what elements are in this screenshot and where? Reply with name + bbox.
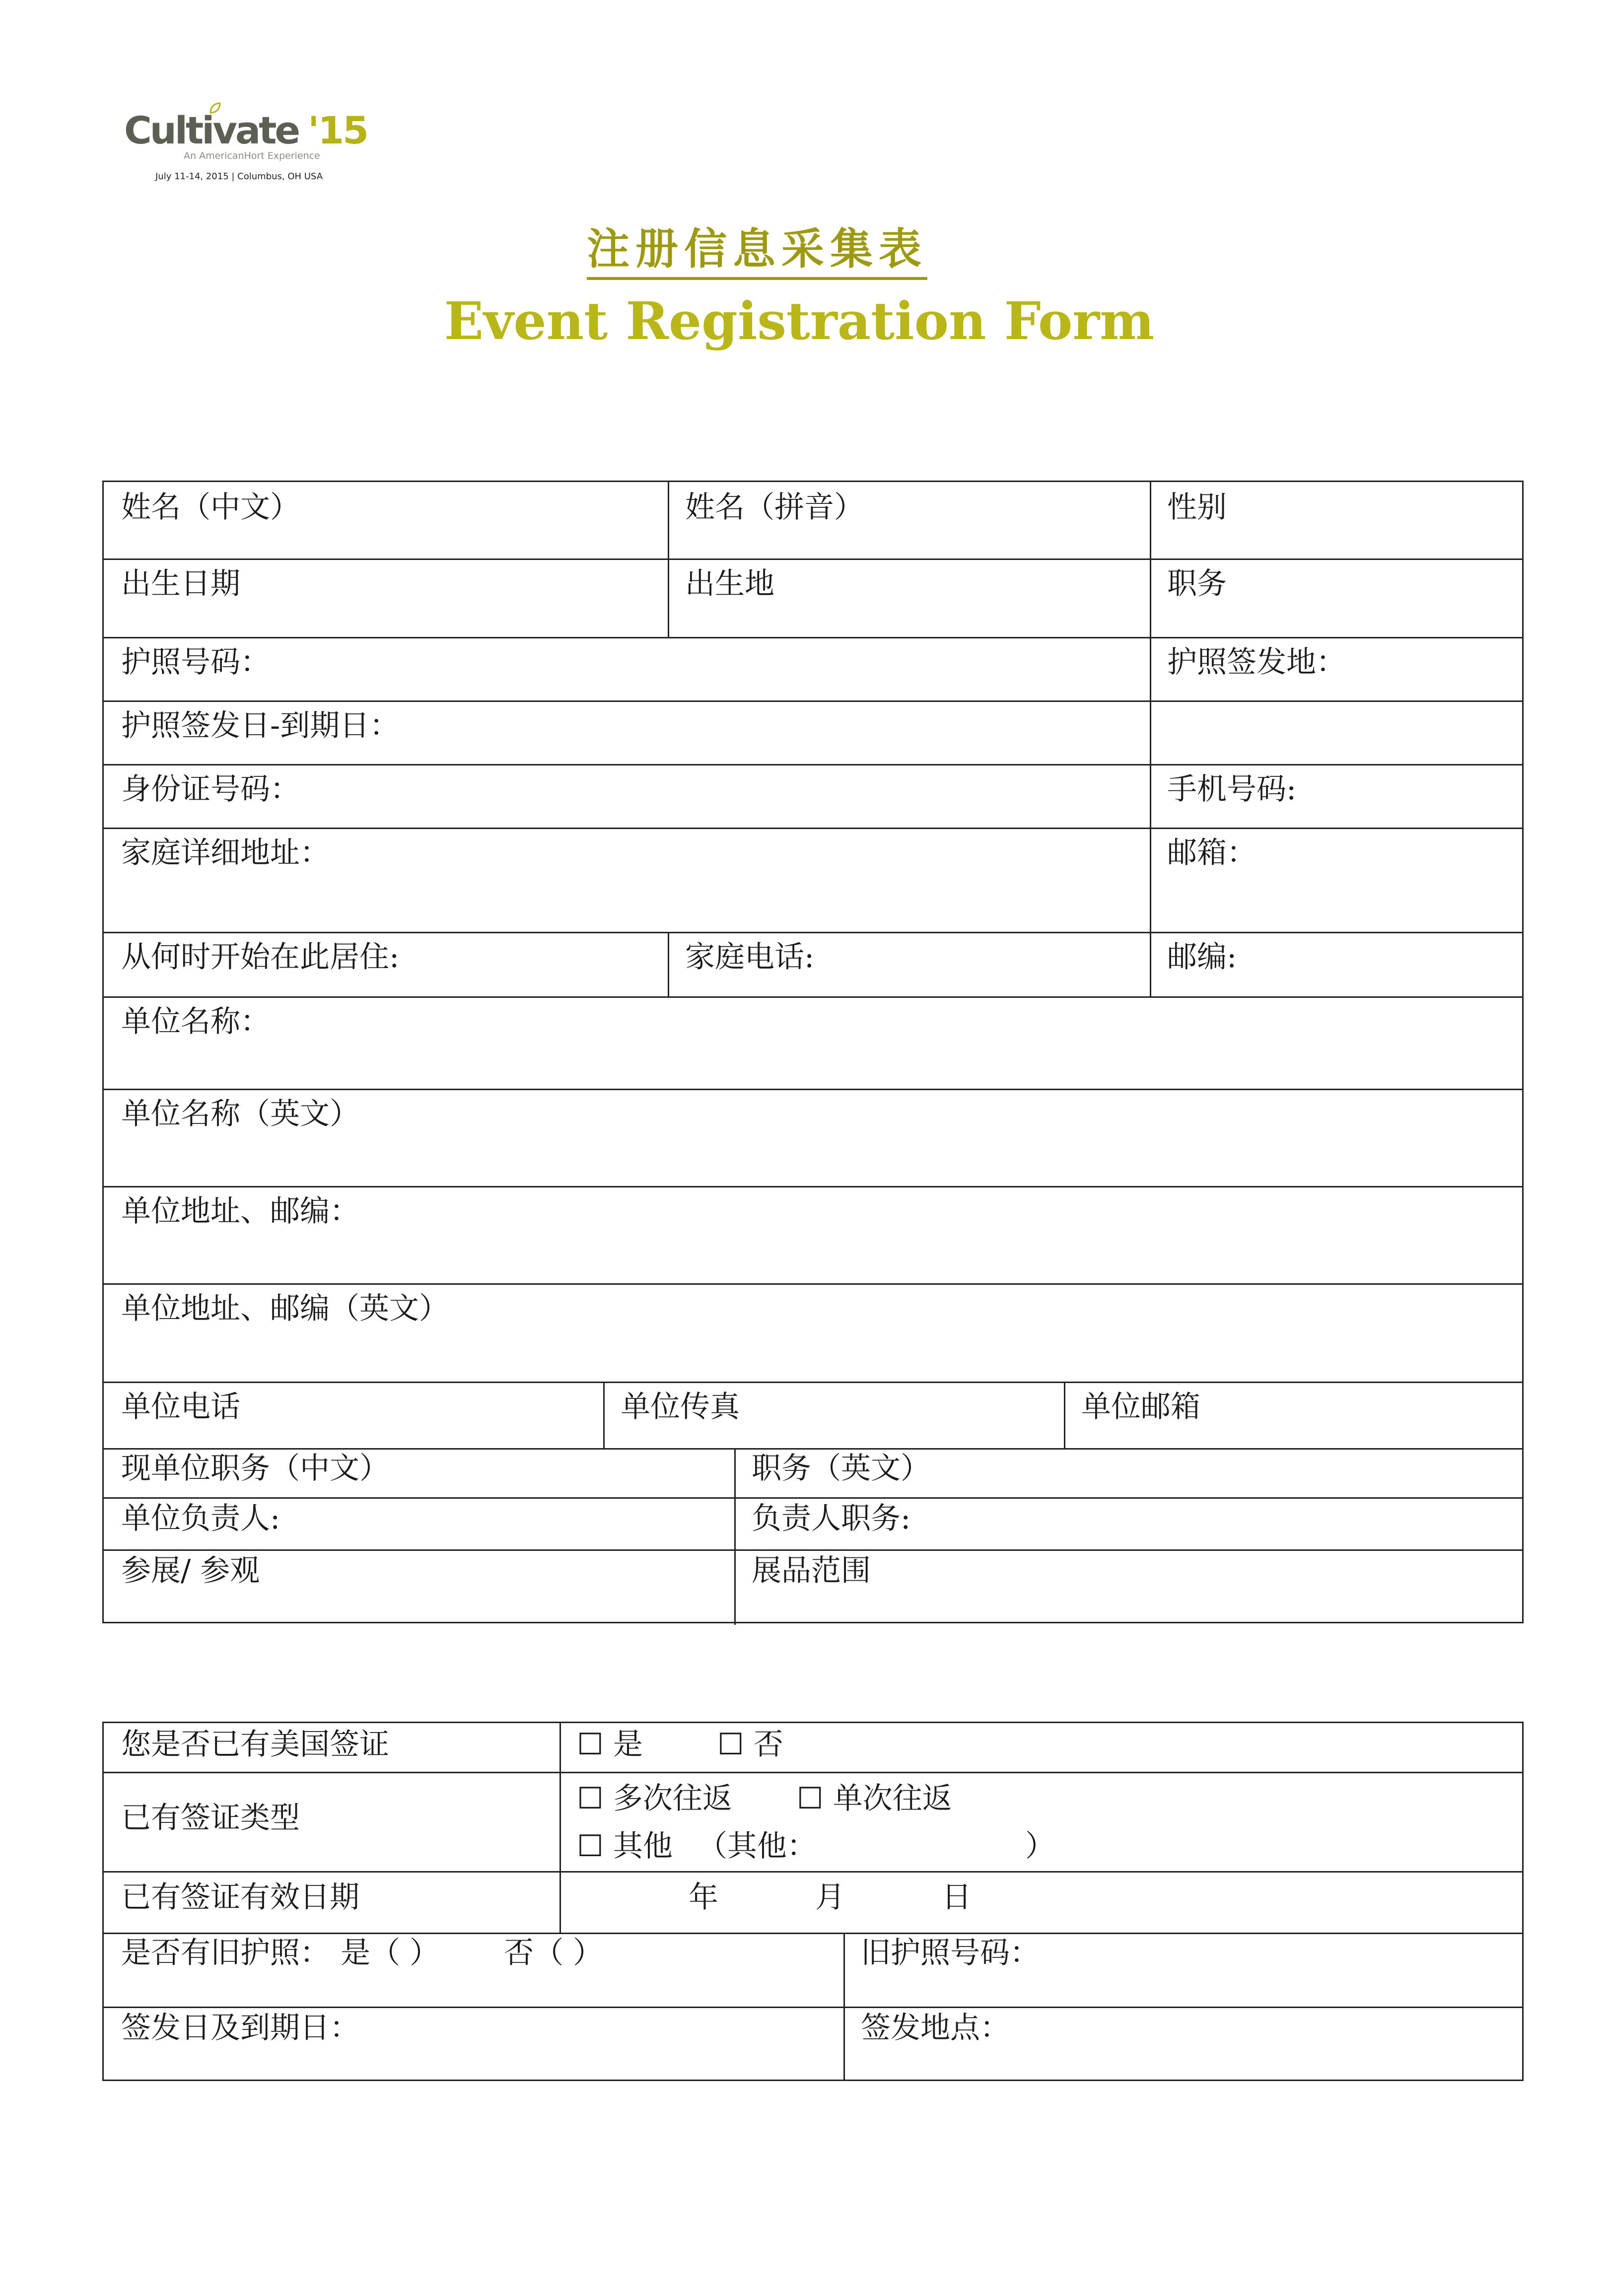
checkbox-other[interactable]: ☐ 其他: [577, 1829, 673, 1864]
month-label: 月: [815, 1880, 845, 1915]
field-birth-date[interactable]: 出生日期: [121, 566, 240, 601]
label-has-us-visa: 您是否已有美国签证: [121, 1727, 389, 1762]
event-logo: [124, 102, 368, 189]
checkbox-visa-yes[interactable]: ☐ 是: [577, 1727, 643, 1762]
logo-subtitle: An AmericanHort Experience: [184, 150, 320, 161]
field-name-pinyin[interactable]: 姓名（拼音）: [685, 490, 864, 525]
field-passport-issue-place[interactable]: 护照签发地：: [1167, 645, 1346, 680]
field-company-name-en[interactable]: 单位名称（英文）: [121, 1097, 359, 1131]
field-company-head[interactable]: 单位负责人:: [121, 1501, 280, 1536]
checkbox-single-entry[interactable]: ☐ 单次往返: [796, 1781, 952, 1816]
field-passport-dates[interactable]: 护照签发日-到期日：: [121, 708, 400, 743]
field-issue-place[interactable]: 签发地点：: [861, 2011, 1010, 2045]
logo-year: '15: [308, 108, 368, 152]
day-label: 日: [942, 1880, 972, 1915]
form-title-en: Event Registration Form: [444, 290, 1155, 351]
field-resident-since[interactable]: 从何时开始在此居住:: [121, 940, 400, 974]
field-gender[interactable]: 性别: [1167, 490, 1227, 525]
other-specify-close: ）: [1025, 1829, 1055, 1864]
field-email[interactable]: 邮箱：: [1167, 835, 1257, 870]
year-label: 年: [689, 1880, 718, 1915]
field-company-address-en[interactable]: 单位地址、邮编（英文）: [121, 1291, 449, 1326]
checkbox-multiple-entry[interactable]: ☐ 多次往返: [577, 1781, 732, 1816]
visa-table: [102, 1722, 1524, 2081]
label-visa-type: 已有签证类型: [121, 1801, 300, 1835]
field-company-phone[interactable]: 单位电话: [121, 1390, 240, 1424]
field-company-address[interactable]: 单位地址、邮编：: [121, 1194, 359, 1229]
other-specify-open: （其他：: [697, 1829, 817, 1864]
field-exhibit-scope[interactable]: 展品范围: [752, 1553, 871, 1588]
old-passport-yes[interactable]: 是（ ）: [341, 1936, 440, 1970]
old-passport-question: [104, 1933, 843, 2007]
field-mobile[interactable]: 手机号码:: [1167, 772, 1297, 807]
field-company-name[interactable]: 单位名称：: [121, 1004, 270, 1039]
field-head-position[interactable]: 负责人职务:: [752, 1501, 911, 1536]
field-home-address[interactable]: 家庭详细地址：: [121, 835, 330, 870]
field-birth-place[interactable]: 出生地: [685, 566, 774, 601]
form-title-cn: [0, 214, 1514, 276]
field-home-phone[interactable]: 家庭电话:: [685, 940, 815, 974]
field-id-no[interactable]: 身份证号码：: [121, 772, 300, 807]
field-company-email[interactable]: 单位邮箱: [1081, 1390, 1200, 1424]
registration-table: [102, 481, 1524, 1623]
field-postcode[interactable]: 邮编:: [1167, 940, 1237, 974]
logo-date-location: July 11-14, 2015 | Columbus, OH USA: [155, 171, 323, 182]
field-old-passport-no[interactable]: 旧护照号码：: [861, 1936, 1040, 1970]
checkbox-visa-no[interactable]: ☐ 否: [717, 1727, 783, 1762]
field-current-position-cn[interactable]: 现单位职务（中文）: [121, 1451, 389, 1486]
visa-type-options: [559, 1772, 1522, 1871]
field-exhibit-visit[interactable]: 参展/ 参观: [121, 1553, 260, 1588]
label-old-passport: 是否有旧护照：: [121, 1936, 330, 1970]
logo-wordmark: Cultivate: [124, 108, 299, 152]
field-position-en[interactable]: 职务（英文）: [752, 1451, 930, 1486]
field-name-cn[interactable]: 姓名（中文）: [121, 490, 300, 525]
field-company-fax[interactable]: 单位传真: [621, 1390, 740, 1424]
visa-valid-date-field[interactable]: [559, 1871, 1522, 1933]
label-visa-valid-date: 已有签证有效日期: [121, 1880, 359, 1915]
visa-yes-no-options: [559, 1723, 1522, 1772]
field-issue-expiry[interactable]: 签发日及到期日：: [121, 2011, 359, 2045]
field-passport-no[interactable]: 护照号码：: [121, 645, 270, 680]
old-passport-no[interactable]: 否（ ）: [504, 1936, 603, 1970]
form-title-cn-text: 注册信息采集表: [587, 224, 927, 280]
field-position[interactable]: 职务: [1167, 566, 1227, 601]
